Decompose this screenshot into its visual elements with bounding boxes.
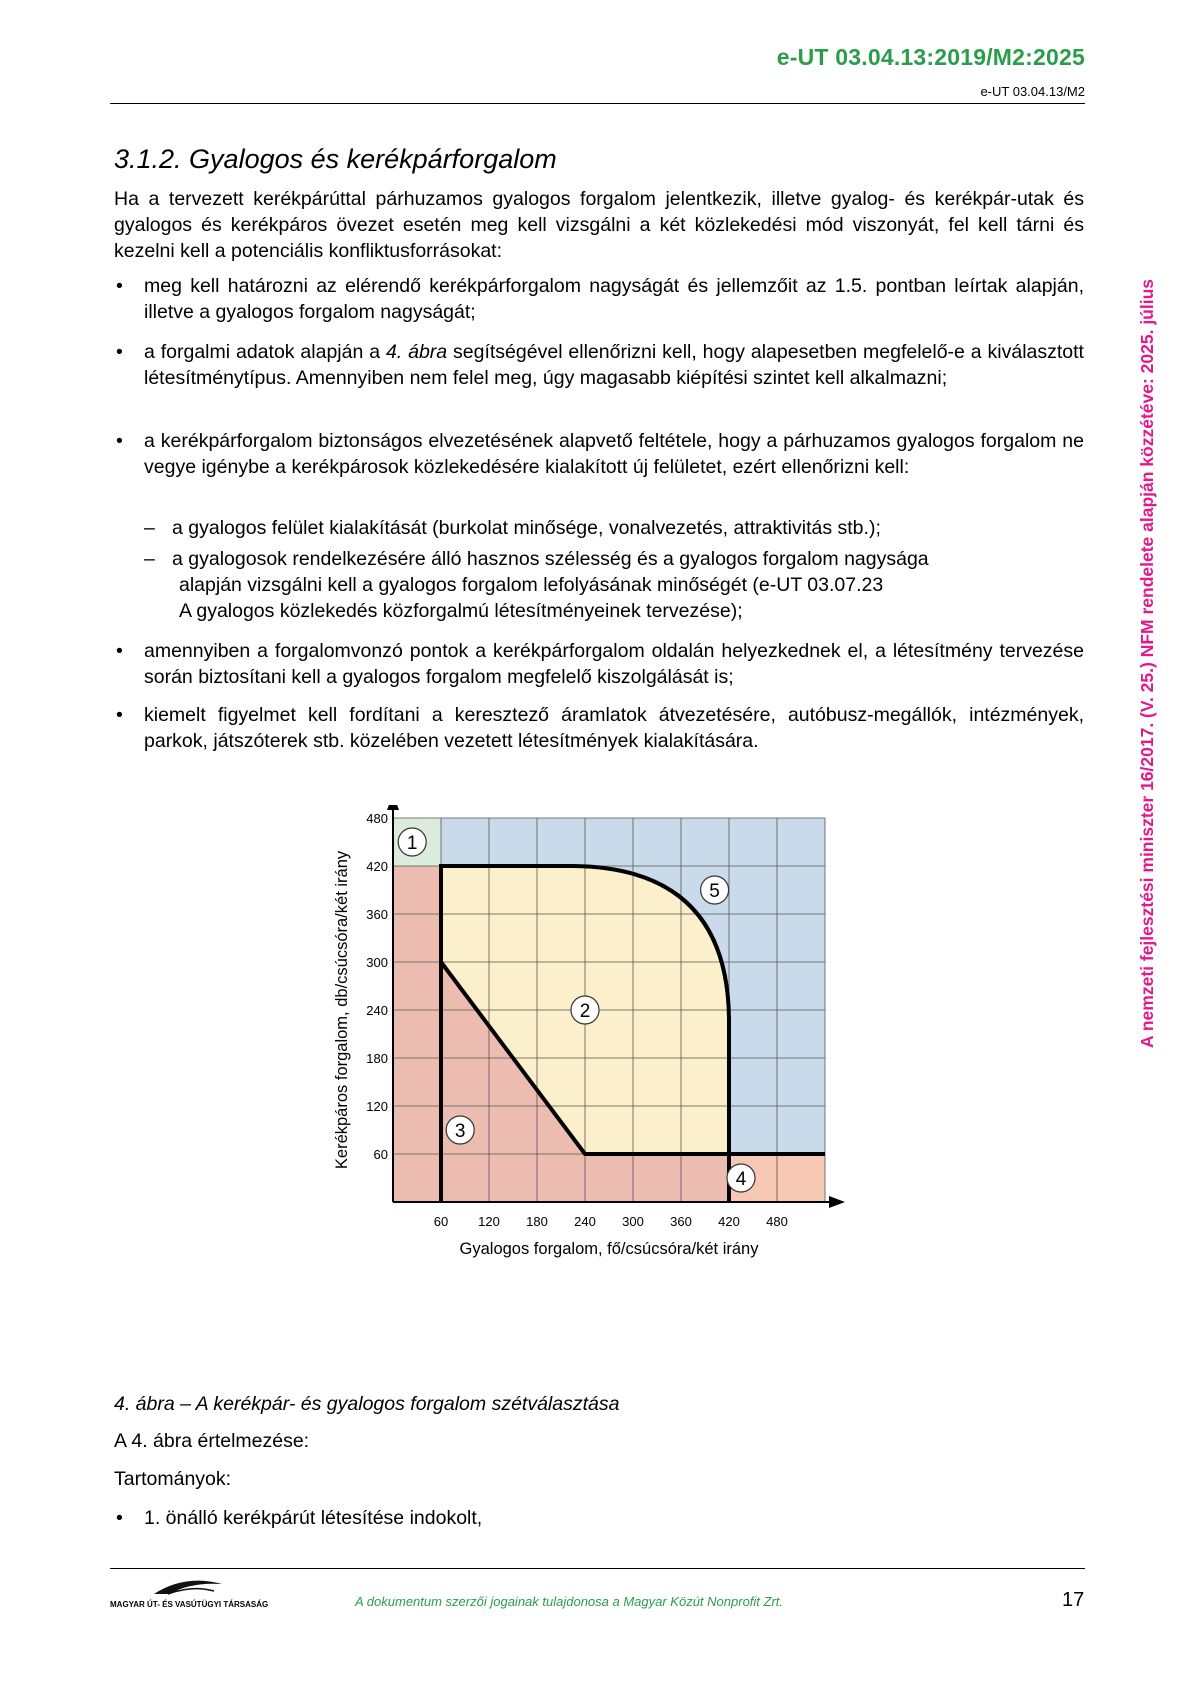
x-axis-title: Gyalogos forgalom, fő/csúcsóra/két irány — [459, 1240, 759, 1258]
list-item-text: amennyiben a forgalomvonzó pontok a kerékpárforgalom oldalán helyezkednek el, a létesítmény tervezése során biztosítani kell a gyalogos forgalom megfelelő kiszolgálását is; — [144, 640, 1084, 688]
footer-divider — [110, 1568, 1085, 1569]
x-tick-label: 240 — [574, 1214, 596, 1229]
document-code: e-UT 03.04.13:2019/M2:2025 — [776, 44, 1085, 70]
logo-text: MAGYAR ÚT- ÉS VASÚTÜGYI TÁRSASÁG — [110, 1600, 269, 1609]
bullet-icon: • — [116, 1507, 123, 1529]
list-item-text: a kerékpárforgalom biztonságos elvezetésének alapvető feltétele, hogy a párhuzamos gyalogos forgalom ne vegye igénybe a kerékpárosok közlekedésére kialakított új felületet, ezért ellenőrizni kell: — [144, 430, 1084, 478]
bullet-icon: • — [116, 341, 123, 363]
list-item-text: meg kell határozni az elérendő kerékpárforgalom nagyságát és jellemzőit az 1.5. pontban leírtak alapján, illetve a gyalogos forgalom nagyságát; — [144, 275, 1084, 323]
sub-list-line: A gyalogos közlekedés közforgalmú létesítményeinek tervezése); — [179, 600, 743, 622]
region-number-label: 1 — [406, 833, 418, 854]
interpretation-heading: A 4. ábra értelmezése: — [114, 1430, 310, 1452]
document-code-short: e-UT 03.04.13/M2 — [980, 84, 1085, 99]
y-tick-label: 180 — [366, 1051, 388, 1066]
y-tick-label: 480 — [366, 811, 388, 826]
intro-paragraph: Ha a tervezett kerékpárúttal párhuzamos gyalogos forgalom jelentkezik, illetve gyalog- és kerékpár-utak és gyalogos és kerékpáros övezet esetén meg kell vizsgálni a két közlekedési mód viszonyát, fel kell tárni és kezelni kell a potenciális konfliktusforrásokat: — [114, 188, 1084, 262]
y-axis-arrow-icon — [387, 805, 399, 810]
dash-icon: – — [144, 548, 155, 570]
x-tick-label: 180 — [526, 1214, 548, 1229]
list-item-text-part: a forgalmi adatok alapján a — [144, 341, 386, 363]
list-item-text: 1. önálló kerékpárút létesítése indokolt, — [144, 1507, 483, 1529]
page-number: 17 — [1062, 1589, 1085, 1611]
society-logo — [110, 1572, 270, 1612]
y-tick-label: 420 — [366, 859, 388, 874]
region-number-label: 4 — [735, 1169, 747, 1190]
publication-side-note: A nemzeti fejlesztési miniszter 16/2017. (V. 25.) NFM rendelete alapján közzétéve: 2025. július — [1137, 278, 1157, 1048]
y-tick-label: 60 — [373, 1147, 388, 1162]
bullet-icon: • — [116, 275, 123, 297]
y-axis-title: Kerékpáros forgalom, db/csúcsóra/két irány — [333, 850, 351, 1170]
x-tick-label: 480 — [766, 1214, 788, 1229]
road-logo-icon — [110, 1572, 270, 1612]
list-item-text-part: segítségével ellenőrizni kell, hogy alapesetben megfelelő-e a kiválasztott létesítménytípus. Amennyiben nem felel meg, úgy magasabb kiépítési szintet kell alkalmazni; — [144, 341, 1084, 389]
sub-list-item-text: a gyalogos felület kialakítását (burkolat minősége, vonalvezetés, attraktivitás stb.); — [172, 517, 881, 539]
sub-list-item-text — [172, 546, 1044, 624]
traffic-separation-chart — [320, 805, 900, 1365]
domains-heading: Tartományok: — [114, 1468, 232, 1490]
x-tick-label: 360 — [670, 1214, 692, 1229]
x-tick-label: 300 — [622, 1214, 644, 1229]
y-tick-label: 120 — [366, 1099, 388, 1114]
y-tick-label: 240 — [366, 1003, 388, 1018]
region-number-label: 5 — [709, 881, 720, 902]
list-item-text: kiemelt figyelmet kell fordítani a keresztező áramlatok átvezetésére, autóbusz-megállók, intézmények, parkok, játszóterek stb. közelében vezetett létesítmények kialakítására. — [144, 704, 1084, 752]
sub-list-line: alapján vizsgálni kell a gyalogos forgalom lefolyásának minőségét (e-UT 03.07.23 — [179, 574, 884, 596]
region-number-label: 2 — [579, 1001, 591, 1022]
figure-reference: 4. ábra — [385, 341, 448, 363]
x-tick-label: 420 — [718, 1214, 740, 1229]
region-3-area — [393, 866, 441, 1202]
bullet-icon: • — [116, 704, 123, 726]
x-tick-label: 120 — [478, 1214, 500, 1229]
sub-list-line: a gyalogosok rendelkezésére álló hasznos szélesség és a gyalogos forgalom nagysága — [172, 548, 929, 570]
section-title: 3.1.2. Gyalogos és kerékpárforgalom — [114, 144, 557, 174]
y-tick-label: 360 — [366, 907, 388, 922]
region-number-label: 3 — [454, 1121, 466, 1142]
bullet-icon: • — [116, 430, 123, 452]
header-divider — [110, 103, 1085, 104]
y-tick-label: 300 — [366, 955, 388, 970]
traffic-separation-figure — [320, 805, 900, 1365]
x-tick-label: 60 — [433, 1214, 449, 1229]
dash-icon: – — [144, 517, 155, 539]
x-axis-arrow-icon — [829, 1196, 845, 1208]
figure-caption: 4. ábra – A kerékpár- és gyalogos forgalom szétválasztása — [114, 1393, 620, 1415]
list-item-text — [144, 339, 1084, 391]
bullet-icon: • — [116, 640, 123, 662]
copyright-note: A dokumentum szerzői jogainak tulajdonosa a Magyar Közút Nonprofit Zrt. — [355, 1594, 784, 1609]
